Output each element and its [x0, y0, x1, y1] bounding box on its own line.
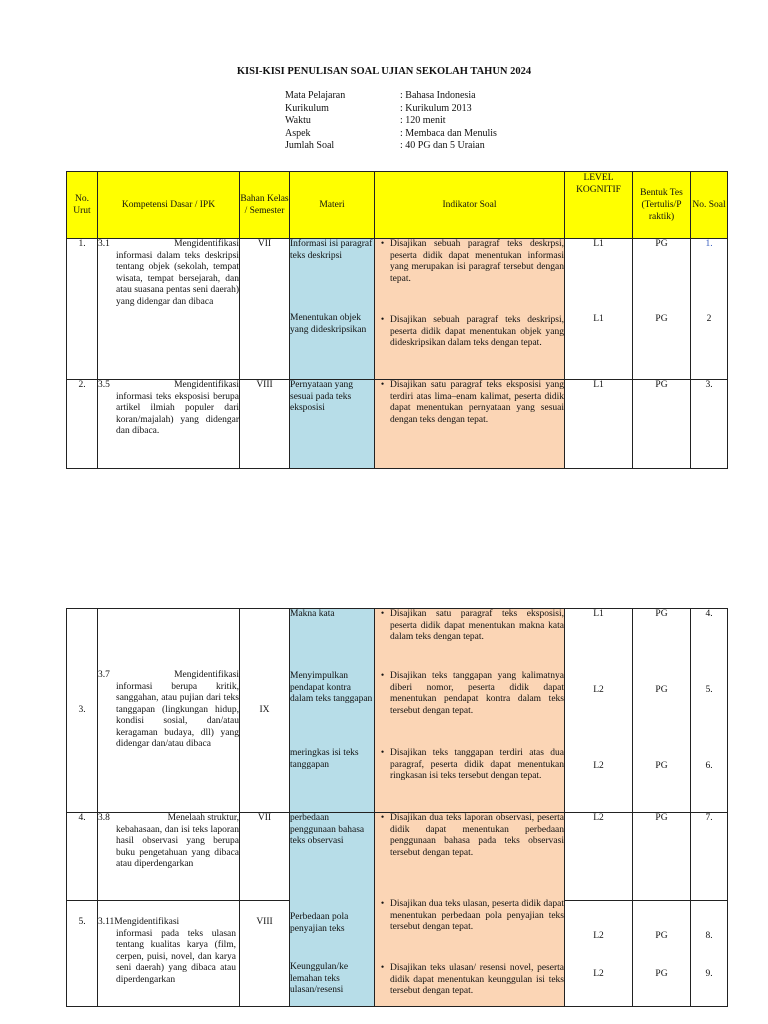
bentuk-value: PG — [633, 813, 691, 901]
soal-number: 1. — [705, 239, 713, 249]
kd-text: informasi teks eksposisi berupa artikel ilmiah populer dari koran/majalah) yang didengar dan dibaca. — [116, 391, 239, 436]
header-kompetensi-dasar: Kompetensi Dasar / IPK — [98, 172, 240, 239]
indikator-item: Disajikan teks tanggapan terdiri atas dua paragraf, peserta didik dapat menentukan ringkasan isi teks tersebut dengan tepat. — [390, 748, 564, 781]
kelas-value: VIII — [240, 380, 290, 469]
bentuk-value: PG — [655, 761, 668, 771]
level-value: L1 — [593, 314, 604, 324]
materi-item: Menyimpulkan pendapat kontra dalam teks tanggapan — [290, 671, 373, 704]
materi-cell — [290, 813, 375, 1007]
indikator-cell — [375, 813, 565, 1007]
document-title: KISI-KISI PENULISAN SOAL UJIAN SEKOLAH TAHUN 2024 — [236, 66, 532, 77]
kisi-table-page1 — [66, 171, 728, 469]
meta-row — [285, 140, 497, 153]
meta-value: : 120 menit — [400, 115, 446, 126]
soal-cell — [691, 901, 728, 1007]
materi-cell — [290, 609, 375, 813]
row-number: 3. — [67, 609, 98, 813]
level-cell — [565, 609, 633, 813]
materi-cell — [290, 239, 375, 380]
bullet-icon: • — [380, 748, 385, 758]
level-value: L2 — [593, 969, 604, 979]
level-value: L1 — [565, 380, 633, 469]
bentuk-value: PG — [655, 931, 668, 941]
bentuk-value: PG — [655, 314, 668, 324]
kelas-value: VII — [240, 813, 290, 901]
level-value: L2 — [593, 685, 604, 695]
kd-first-line: Mengidentifikasi — [174, 670, 239, 681]
level-value: L2 — [593, 931, 604, 941]
kd-number: 3.11 — [98, 917, 115, 927]
soal-number: 2 — [706, 314, 712, 324]
meta-value: : Membaca dan Menulis — [400, 127, 497, 139]
meta-key: Jumlah Soal — [285, 140, 335, 151]
indikator-item: Disajikan teks ulasan/ resensi novel, peserta didik dapat menentukan keunggulan isi teks tersebut dengan tepat. — [390, 963, 564, 996]
table-row — [67, 239, 728, 380]
bentuk-cell — [633, 239, 691, 380]
meta-row — [285, 103, 497, 116]
materi-item: meringkas isi teks tanggapan — [290, 748, 359, 770]
bullet-icon: • — [380, 609, 385, 619]
bentuk-value: PG — [655, 685, 668, 695]
meta-row — [285, 128, 497, 141]
kd-first-line: Menelaah struktur, — [167, 813, 239, 823]
table-row — [67, 380, 728, 469]
header-level-kognitif: LEVEL KOGNITIF — [565, 172, 633, 239]
kompetensi-dasar — [98, 813, 240, 901]
table-row — [67, 609, 728, 813]
soal-number: 6. — [705, 761, 713, 771]
bullet-icon: • — [380, 671, 385, 681]
indikator-item: Disajikan dua teks ulasan, peserta didik dapat menentukan perbedaan pola penyajian teks tersebut dengan tepat. — [390, 899, 564, 932]
materi-item: Perbedaan pola penyajian teks — [290, 912, 349, 934]
meta-row — [285, 115, 497, 128]
meta-key: Mata Pelajaran — [285, 90, 346, 101]
level-value: L1 — [593, 239, 604, 249]
bullet-icon: • — [380, 315, 385, 325]
indikator-item: Disajikan sebuah paragraf teks deskripsi, peserta didik dapat menentukan objek yang dideskripsikan dalam teks dengan tepat. — [390, 315, 564, 348]
bullet-icon: • — [380, 380, 385, 390]
materi-cell — [290, 380, 375, 469]
indikator-item: Disajikan satu paragraf teks eksposisi yang terdiri atas lima–enam kalimat, peserta didik dapat menentukan pernyataan yang sesuai dengan teks dengan tepat. — [390, 380, 564, 425]
materi-item: Keunggulan/ke lemahan teks ulasan/resensi — [290, 962, 349, 995]
table-row — [67, 813, 728, 901]
level-value: L2 — [593, 761, 604, 771]
bullet-icon: • — [380, 239, 385, 249]
bentuk-value: PG — [655, 969, 668, 979]
kd-first-line: Mengidentifikasi — [174, 239, 239, 249]
meta-info — [285, 90, 497, 153]
header-no-soal: No. Soal — [691, 172, 728, 239]
kelas-value: VIII — [240, 901, 290, 1007]
bentuk-value: PG — [655, 609, 668, 619]
kd-text: informasi pada teks ulasan tentang kualitas karya (film, cerpen, puisi, novel, dan karya seni daerah) yang dibaca atau diperdengarkan — [116, 928, 236, 985]
kd-text: informasi berupa kritik, sanggahan, atau pujian dari teks tanggapan (lingkungan hidup, kondisi sosial, dan/atau keragaman budaya, dll) yang didengar dan/atau dibaca — [116, 681, 239, 750]
level-value: L2 — [565, 813, 633, 901]
level-value: L1 — [593, 609, 604, 619]
kompetensi-dasar — [98, 609, 240, 813]
soal-number: 7. — [691, 813, 728, 901]
kompetensi-dasar — [98, 239, 240, 380]
indikator-cell — [375, 609, 565, 813]
header-bentuk-tes: Bentuk Tes (Tertulis/P raktik) — [633, 172, 691, 239]
kd-text: kebahasaan, dan isi teks laporan hasil observasi yang berupa buku pengetahuan yang dibaca atau diperdengarkan — [116, 824, 239, 869]
materi-item: Informasi isi paragraf teks deskripsi — [290, 239, 373, 261]
meta-value: : Kurikulum 2013 — [400, 102, 472, 114]
soal-number: 5. — [705, 685, 713, 695]
kd-first-line: Mengidentifikasi — [174, 380, 239, 390]
materi-item: Makna kata — [290, 609, 335, 619]
bentuk-cell — [633, 609, 691, 813]
row-number: 2. — [67, 380, 98, 469]
header-no-urut: No. Urut — [67, 172, 98, 239]
soal-number: 3. — [691, 380, 728, 469]
kisi-table-page2 — [66, 608, 728, 1007]
indikator-item: Disajikan satu paragraf teks eksposisi, peserta didik dapat menentukan makna kata dalam teks dengan tepat. — [390, 609, 564, 642]
level-cell — [565, 239, 633, 380]
bentuk-value: PG — [655, 239, 668, 249]
materi-item: Pernyataan yang sesuai pada teks eksposisi — [290, 380, 354, 413]
meta-row — [285, 90, 497, 103]
meta-key: Waktu — [285, 115, 311, 126]
meta-value: : 40 PG dan 5 Uraian — [400, 140, 485, 151]
kd-number: 3.8 — [98, 813, 110, 823]
kd-number: 3.7 — [98, 670, 110, 681]
soal-cell — [691, 609, 728, 813]
meta-key: Aspek — [285, 127, 311, 139]
meta-key: Kurikulum — [285, 102, 329, 114]
kelas-value: IX — [240, 609, 290, 813]
row-number: 1. — [67, 239, 98, 380]
bullet-icon: • — [380, 963, 385, 973]
kd-first-line: Mengidentifikasi — [114, 917, 180, 927]
header-indikator: Indikator Soal — [375, 172, 565, 239]
indikator-item: Disajikan sebuah paragraf teks deskrpsi, peserta didik dapat menentukan informasi yang merupakan isi paragraf tersebut dengan tepat. — [390, 239, 564, 284]
kd-text: informasi dalam teks deskripsi tentang objek (sekolah, tempat wisata, tempat bersejarah, dan atau suasana pentas seni daerah) yang didengar dan dibaca — [116, 250, 239, 307]
bullet-icon: • — [380, 813, 385, 823]
header-materi: Materi — [290, 172, 375, 239]
indikator-item: Disajikan dua teks laporan observasi, peserta didik dapat menentukan perbedaan penggunaan bahasa pada teks observasi tersebut dengan tepat. — [390, 813, 564, 858]
indikator-cell — [375, 239, 565, 380]
kelas-value: VII — [240, 239, 290, 380]
kompetensi-dasar — [98, 901, 240, 1007]
soal-cell — [691, 239, 728, 380]
materi-item: Menentukan objek yang dideskripsikan — [290, 313, 367, 335]
soal-number: 4. — [705, 609, 713, 619]
bentuk-cell — [633, 901, 691, 1007]
indikator-item: Disajikan teks tanggapan yang kalimatnya diberi nomor, peserta didik dapat menentukan pendapat kontra dalam teks tersebut dengan tepat. — [390, 671, 564, 716]
row-number: 4. — [67, 813, 98, 901]
meta-value: : Bahasa Indonesia — [400, 90, 476, 101]
level-cell — [565, 901, 633, 1007]
materi-item: perbedaan penggunaan bahasa teks observasi — [290, 813, 365, 846]
indikator-cell — [375, 380, 565, 469]
soal-number: 8. — [705, 931, 713, 941]
soal-number: 9. — [705, 969, 713, 979]
bentuk-value: PG — [633, 380, 691, 469]
header-kelas: Bahan Kelas / Semester — [240, 172, 290, 239]
kd-number: 3.1 — [98, 239, 110, 249]
bullet-icon: • — [380, 899, 385, 909]
kd-number: 3.5 — [98, 380, 110, 390]
row-number: 5. — [67, 901, 98, 1007]
kompetensi-dasar — [98, 380, 240, 469]
